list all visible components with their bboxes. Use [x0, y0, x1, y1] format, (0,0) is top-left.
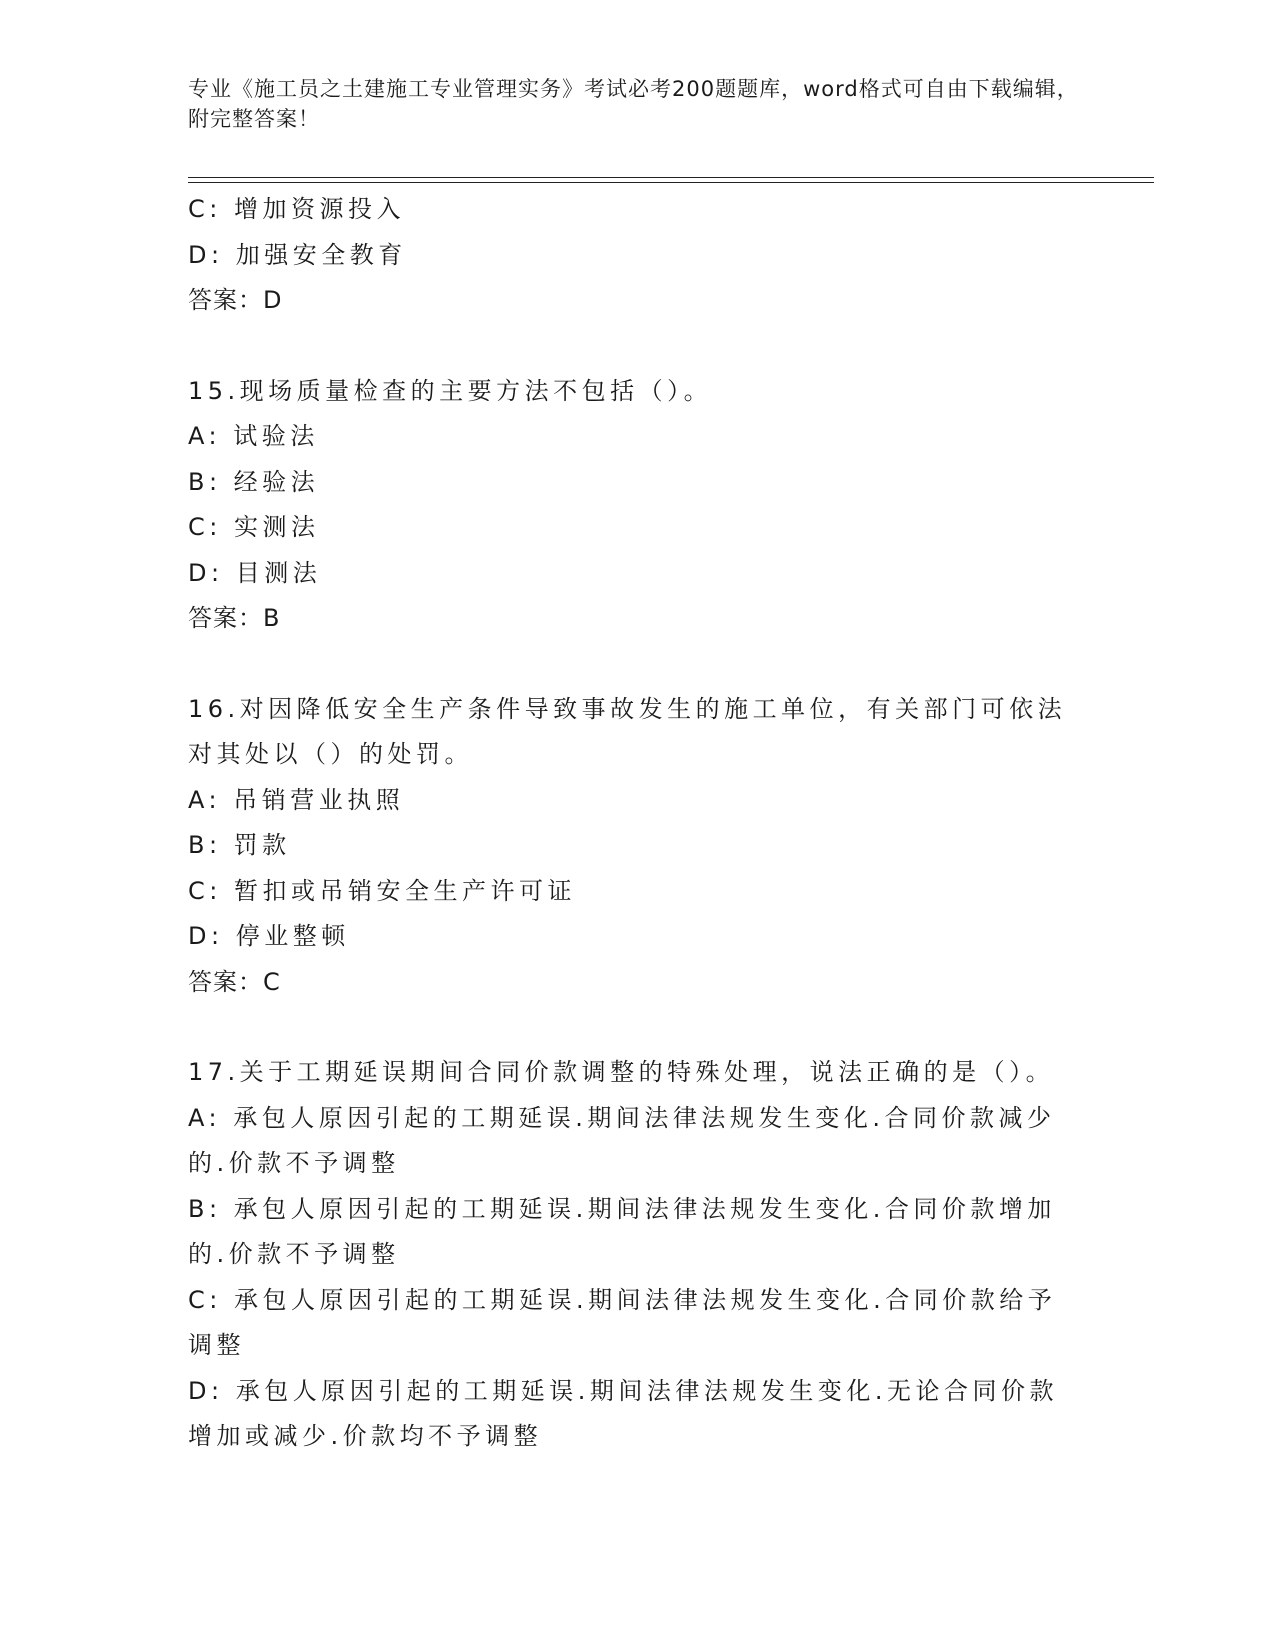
- option-a-line-1: A: 承包人原因引起的工期延误.期间法律法规发生变化.合同价款减少: [188, 1103, 1056, 1132]
- question-16: [188, 687, 1068, 1006]
- question-15: [188, 369, 1068, 642]
- answer-line: 答案：B: [188, 604, 281, 632]
- option-d-line-1: D: 承包人原因引起的工期延误.期间法律法规发生变化.无论合同价款: [188, 1376, 1058, 1405]
- option-d: D: 加强安全教育: [188, 240, 407, 269]
- option-b: B: 罚款: [188, 831, 291, 859]
- option-c: C: 暂扣或吊销安全生产许可证: [188, 876, 576, 905]
- option-b-line-1: B: 承包人原因引起的工期延误.期间法律法规发生变化.合同价款增加: [188, 1194, 1056, 1223]
- option-b: B: 经验法: [188, 467, 320, 496]
- option-a: A: 吊销营业执照: [188, 785, 405, 814]
- option-d: D: 目测法: [188, 558, 322, 587]
- continued-question: [188, 187, 1068, 324]
- page-header: 专业《施工员之土建施工专业管理实务》考试必考200题题库，word格式可自由下载编辑，附完整答案！: [188, 77, 1079, 131]
- option-c: C: 增加资源投入: [188, 195, 405, 223]
- answer-line: 答案：C: [188, 967, 281, 996]
- option-d-line-2: 增加或减少.价款均不予调整: [188, 1422, 543, 1450]
- option-c: C: 实测法: [188, 513, 320, 541]
- question-stem: 17.关于工期延误期间合同价款调整的特殊处理，说法正确的是（）。: [188, 1058, 1055, 1086]
- option-b-line-2: 的.价款不予调整: [188, 1240, 400, 1268]
- option-c-line-2: 调整: [188, 1331, 245, 1359]
- question-17: [188, 1050, 1068, 1460]
- option-a-line-2: 的.价款不予调整: [188, 1149, 400, 1177]
- question-stem-line-2: 对其处以（）的处罚。: [188, 740, 473, 768]
- question-stem-line-1: 16.对因降低安全生产条件导致事故发生的施工单位，有关部门可依法: [188, 694, 1067, 723]
- option-c-line-1: C: 承包人原因引起的工期延误.期间法律法规发生变化.合同价款给予: [188, 1285, 1057, 1314]
- option-d: D: 停业整顿: [188, 922, 350, 950]
- header-divider: [188, 177, 1154, 183]
- answer-line: 答案：D: [188, 286, 283, 314]
- document-body: [188, 187, 1068, 1460]
- question-stem: 15.现场质量检查的主要方法不包括（）。: [188, 376, 713, 405]
- option-a: A: 试验法: [188, 422, 319, 450]
